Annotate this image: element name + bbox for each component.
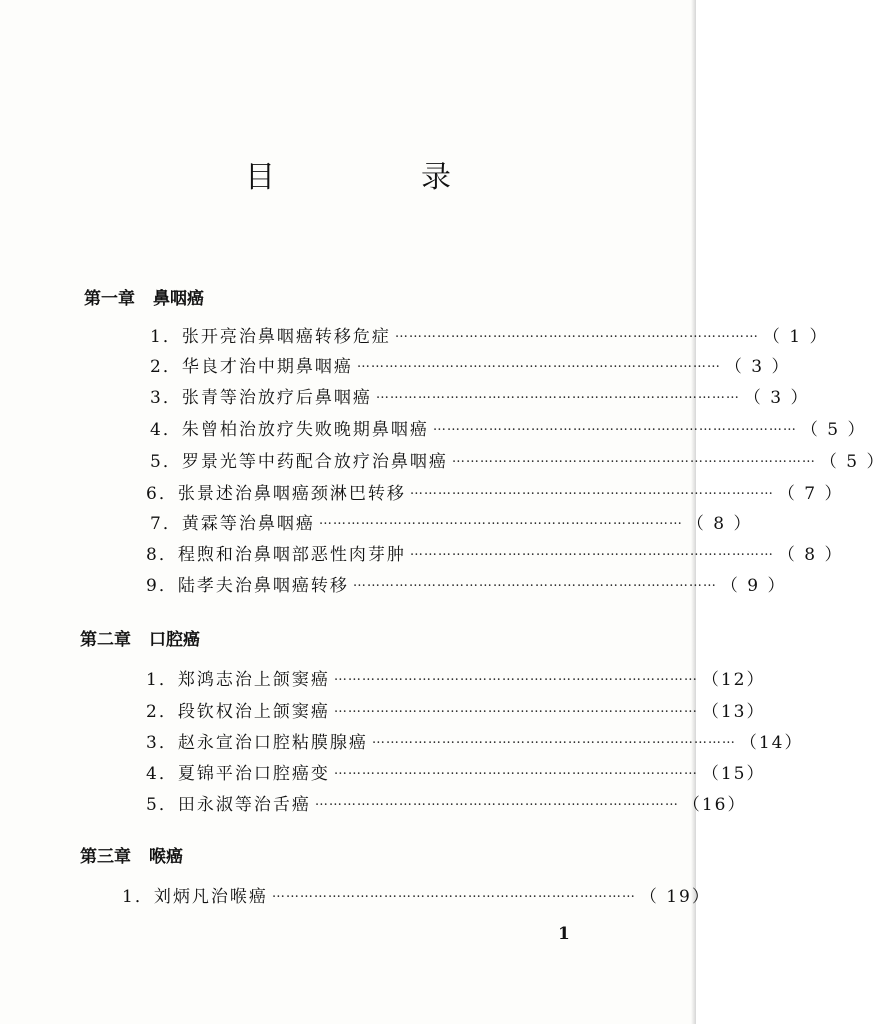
entry-title: 陆孝夫治鼻咽癌转移: [177, 575, 349, 596]
toc-entry[interactable]: [146, 539, 844, 565]
toc-entry[interactable]: [122, 881, 711, 907]
entry-index: 5．: [146, 794, 178, 815]
entry-page: （16）: [682, 794, 747, 815]
toc-entry[interactable]: [150, 414, 867, 440]
leader-dots: ……………………………………………………………………: [451, 451, 816, 466]
entry-page: （15）: [701, 763, 766, 784]
leader-dots: ……………………………………………………………………: [375, 387, 740, 402]
entry-page: （ 9 ）: [720, 575, 787, 596]
leader-dots: ……………………………………………………………………: [356, 356, 721, 371]
entry-page: （13）: [701, 701, 766, 722]
page-title: 目 录: [245, 160, 509, 195]
toc-entry[interactable]: [150, 508, 753, 534]
entry-page: （ 3 ）: [743, 387, 810, 408]
toc-entry[interactable]: [146, 664, 766, 690]
entry-title: 夏锦平治口腔癌变: [177, 763, 330, 784]
entry-index: 2．: [146, 701, 178, 722]
leader-dots: ……………………………………………………………………: [271, 886, 636, 901]
leader-dots: ……………………………………………………………………: [409, 483, 774, 498]
entry-title: 刘炳凡治喉癌: [153, 886, 268, 907]
entry-title: 程煦和治鼻咽部恶性肉芽肿: [177, 544, 406, 565]
entry-index: 2．: [150, 356, 182, 377]
leader-dots: ……………………………………………………………………: [314, 794, 679, 809]
chapter-heading-2: [80, 625, 200, 650]
entry-page: （ 8 ）: [777, 544, 844, 565]
entry-title: 张开亮治鼻咽癌转移危症: [181, 326, 391, 347]
page-number: 1: [558, 924, 570, 944]
leader-dots: ……………………………………………………………………: [333, 701, 698, 716]
entry-page: （ 5 ）: [800, 419, 867, 440]
entry-index: 5．: [150, 451, 182, 472]
entry-title: 田永淑等治舌癌: [177, 794, 311, 815]
entry-index: 8．: [146, 544, 178, 565]
leader-dots: ……………………………………………………………………: [409, 544, 774, 559]
entry-index: 6．: [146, 483, 178, 504]
leader-dots: ……………………………………………………………………: [371, 732, 736, 747]
leader-dots: ……………………………………………………………………: [394, 326, 759, 341]
leader-dots: ……………………………………………………………………: [352, 575, 717, 590]
chapter-name: 喉癌: [149, 847, 183, 867]
chapter-name: 鼻咽癌: [153, 289, 204, 309]
entry-title: 张景述治鼻咽癌颈淋巴转移: [177, 483, 406, 504]
entry-title: 黄霖等治鼻咽癌: [181, 513, 315, 534]
entry-page: （ 8 ）: [686, 513, 753, 534]
toc-entry[interactable]: [146, 570, 787, 596]
entry-index: 4．: [146, 763, 178, 784]
leader-dots: ……………………………………………………………………: [318, 513, 683, 528]
entry-index: 4．: [150, 419, 182, 440]
entry-page: （12）: [701, 669, 766, 690]
entry-title: 华良才治中期鼻咽癌: [181, 356, 353, 377]
entry-title: 段钦权治上颌窦癌: [177, 701, 330, 722]
toc-entry[interactable]: [150, 446, 885, 472]
entry-index: 3．: [150, 387, 182, 408]
leader-dots: ……………………………………………………………………: [333, 763, 698, 778]
chapter-number: 第一章: [84, 289, 135, 309]
entry-index: 9．: [146, 575, 178, 596]
toc-entry[interactable]: [150, 382, 810, 408]
chapter-heading-1: [84, 284, 204, 309]
entry-title: 赵永宣治口腔粘膜腺癌: [177, 732, 368, 753]
entry-title: 罗景光等中药配合放疗治鼻咽癌: [181, 451, 448, 472]
entry-page: （ 5 ）: [819, 451, 885, 472]
toc-entry[interactable]: [146, 696, 766, 722]
entry-index: 1．: [146, 669, 178, 690]
toc-entry[interactable]: [146, 758, 766, 784]
entry-index: 1．: [150, 326, 182, 347]
chapter-heading-3: [80, 842, 183, 867]
chapter-name: 口腔癌: [149, 630, 200, 650]
chapter-number: 第二章: [80, 630, 131, 650]
entry-title: 朱曾柏治放疗失败晚期鼻咽癌: [181, 419, 429, 440]
leader-dots: ……………………………………………………………………: [432, 419, 797, 434]
entry-index: 3．: [146, 732, 178, 753]
entry-page: （ 1 ）: [762, 326, 829, 347]
toc-entry[interactable]: [146, 789, 747, 815]
entry-index: 7．: [150, 513, 182, 534]
toc-entry[interactable]: [146, 727, 804, 753]
leader-dots: ……………………………………………………………………: [333, 669, 698, 684]
toc-entry[interactable]: [146, 478, 844, 504]
entry-page: （14）: [739, 732, 804, 753]
toc-entry[interactable]: [150, 321, 829, 347]
toc-entry[interactable]: [150, 351, 791, 377]
entry-title: 张青等治放疗后鼻咽癌: [181, 387, 372, 408]
entry-index: 1．: [122, 886, 154, 907]
entry-page: （ 19）: [639, 886, 711, 907]
entry-page: （ 7 ）: [777, 483, 844, 504]
entry-title: 郑鸿志治上颌窦癌: [177, 669, 330, 690]
chapter-number: 第三章: [80, 847, 131, 867]
entry-page: （ 3 ）: [724, 356, 791, 377]
